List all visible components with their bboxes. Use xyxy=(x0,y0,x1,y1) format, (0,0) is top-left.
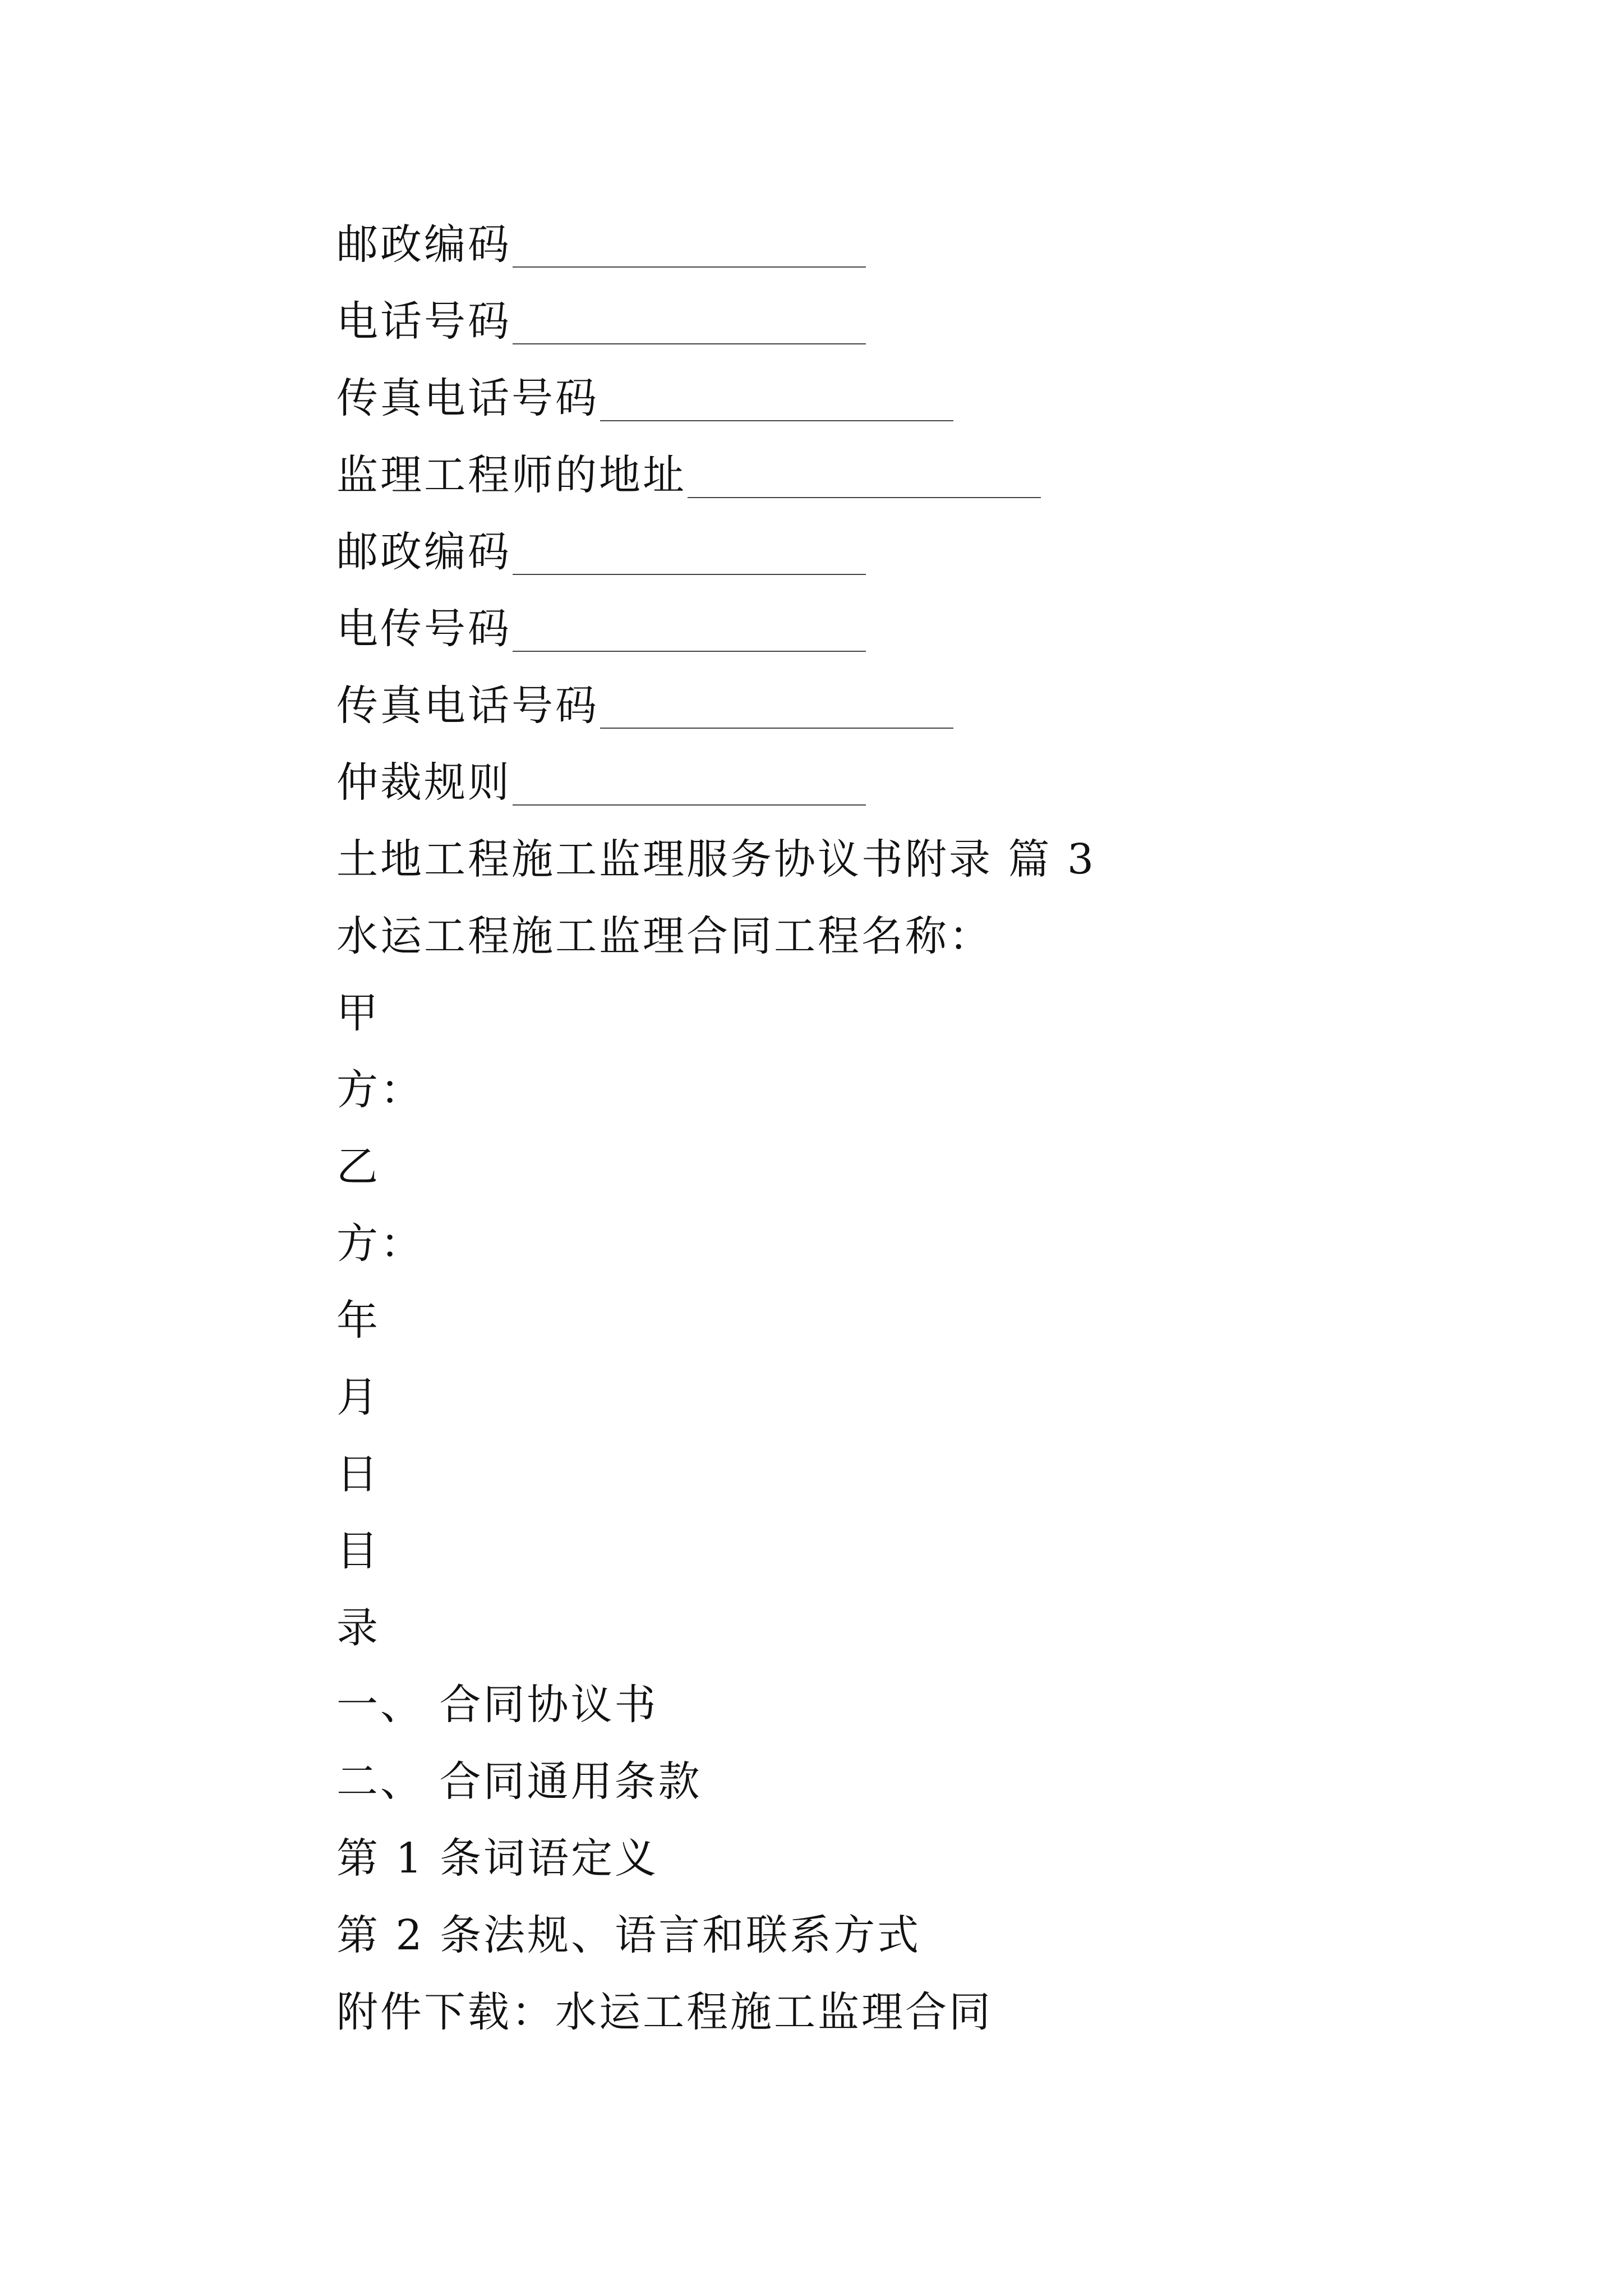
field-telex-number xyxy=(336,591,1514,668)
field-label: 电话号码 xyxy=(336,297,511,346)
fill-in-blank xyxy=(600,728,953,729)
toc-heading-part1: 目 xyxy=(336,1527,380,1575)
field-postal-code xyxy=(336,206,1514,283)
field-label: 监理工程师的地址 xyxy=(336,451,686,499)
fill-in-blank xyxy=(513,804,866,806)
toc-item: 二、 合同通用条款 xyxy=(336,1757,702,1806)
party-b-label-part2: 方： xyxy=(336,1220,424,1268)
field-arbitration-rules xyxy=(336,744,1514,821)
attachment-download-line: 附件下载：水运工程施工监理合同 xyxy=(336,1988,993,2036)
field-phone-number xyxy=(336,283,1514,360)
fill-in-blank xyxy=(600,420,953,421)
fill-in-blank xyxy=(513,343,866,344)
field-label: 邮政编码 xyxy=(336,528,511,576)
party-a-label-part1: 甲 xyxy=(336,989,380,1037)
field-supervisor-address xyxy=(336,437,1514,514)
toc-heading-part2: 录 xyxy=(336,1604,380,1652)
field-label: 传真电话号码 xyxy=(336,682,599,730)
field-label: 电传号码 xyxy=(336,605,511,653)
field-label: 仲裁规则 xyxy=(336,758,511,807)
field-fax-number-2 xyxy=(336,668,1514,744)
field-label: 邮政编码 xyxy=(336,220,511,269)
date-year-label: 年 xyxy=(336,1296,380,1345)
date-month-label: 月 xyxy=(336,1373,380,1421)
date-day-label: 日 xyxy=(336,1450,380,1498)
party-a-label-part2: 方： xyxy=(336,1066,424,1114)
fill-in-blank xyxy=(513,651,866,652)
field-fax-number xyxy=(336,360,1514,437)
field-label: 传真电话号码 xyxy=(336,374,599,422)
party-b-label-part1: 乙 xyxy=(336,1143,380,1191)
contract-title: 水运工程施工监理合同工程名称： xyxy=(336,912,993,960)
fill-in-blank xyxy=(513,574,866,575)
fill-in-blank xyxy=(688,497,1041,498)
section-heading: 土地工程施工监理服务协议书附录 篇 3 xyxy=(336,835,1096,884)
toc-item: 第 1 条词语定义 xyxy=(336,1834,659,1883)
document-body xyxy=(336,206,1514,2051)
fill-in-blank xyxy=(513,266,866,268)
toc-item: 一、 合同协议书 xyxy=(336,1681,658,1729)
field-postal-code-2 xyxy=(336,514,1514,591)
toc-item: 第 2 条法规、语言和联系方式 xyxy=(336,1911,921,1959)
